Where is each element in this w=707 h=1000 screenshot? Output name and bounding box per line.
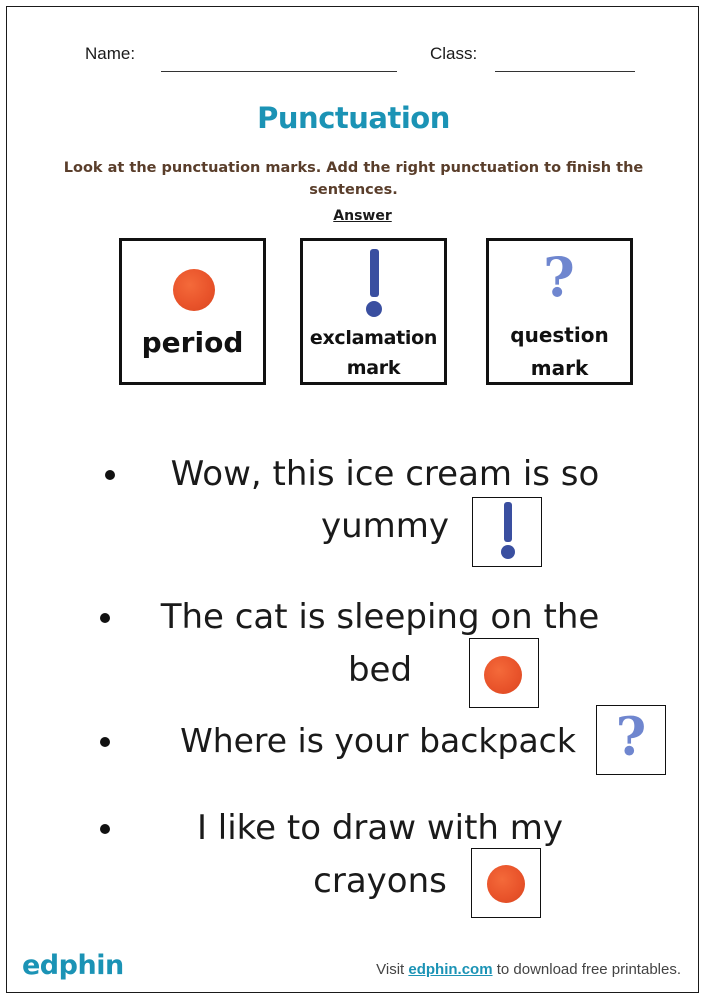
footer-text: [376, 961, 681, 978]
sentence-4-line2: crayons: [313, 861, 447, 901]
page-title: Punctuation: [257, 101, 450, 135]
bullet: [105, 470, 115, 480]
answer-label: Answer: [333, 208, 392, 224]
sentence-3-line1: Where is your backpack: [180, 721, 576, 760]
card-label: [303, 323, 444, 383]
card-label: [489, 319, 630, 385]
card-label-line: mark: [530, 356, 589, 380]
footer-suffix: to download free printables.: [492, 961, 681, 978]
instructions: Look at the punctuation marks. Add the right punctuation to finish the sentences.: [63, 160, 644, 198]
answer-box-1[interactable]: [472, 497, 542, 567]
edphin-logo: edphin: [22, 950, 124, 981]
sentence-1-line2: yummy: [320, 506, 450, 546]
footer-prefix: Visit: [376, 961, 409, 978]
answer-box-4[interactable]: [471, 848, 541, 918]
name-label: Name:: [85, 44, 136, 63]
card-period: [119, 238, 266, 385]
sentence-1-line1: Wow, this ice cream is so: [170, 454, 600, 494]
card-label: period: [141, 326, 244, 359]
period-dot-icon: [487, 865, 525, 903]
card-question: [486, 238, 633, 385]
question-mark-icon: ?: [615, 707, 647, 768]
period-dot-icon: [484, 656, 522, 694]
sentence-2-line1: The cat is sleeping on the: [160, 597, 600, 637]
question-mark-icon: ?: [543, 245, 575, 309]
bullet: [100, 824, 110, 834]
card-label-line: exclamation: [309, 327, 438, 349]
card-label-line: question: [510, 323, 609, 347]
class-label: Class:: [430, 44, 478, 63]
card-label-line: mark: [346, 357, 401, 379]
bullet: [100, 737, 110, 747]
bullet: [100, 613, 110, 623]
answer-box-3[interactable]: [596, 705, 666, 775]
sentence-2-line2: bed: [347, 650, 413, 690]
name-field[interactable]: [161, 71, 397, 72]
class-field[interactable]: [495, 71, 635, 72]
period-dot-icon: [173, 269, 215, 311]
answer-box-2[interactable]: [469, 638, 539, 708]
card-exclamation: [300, 238, 447, 385]
footer-link[interactable]: edphin.com: [408, 961, 493, 978]
sentence-4-line1: I like to draw with my: [196, 808, 564, 848]
